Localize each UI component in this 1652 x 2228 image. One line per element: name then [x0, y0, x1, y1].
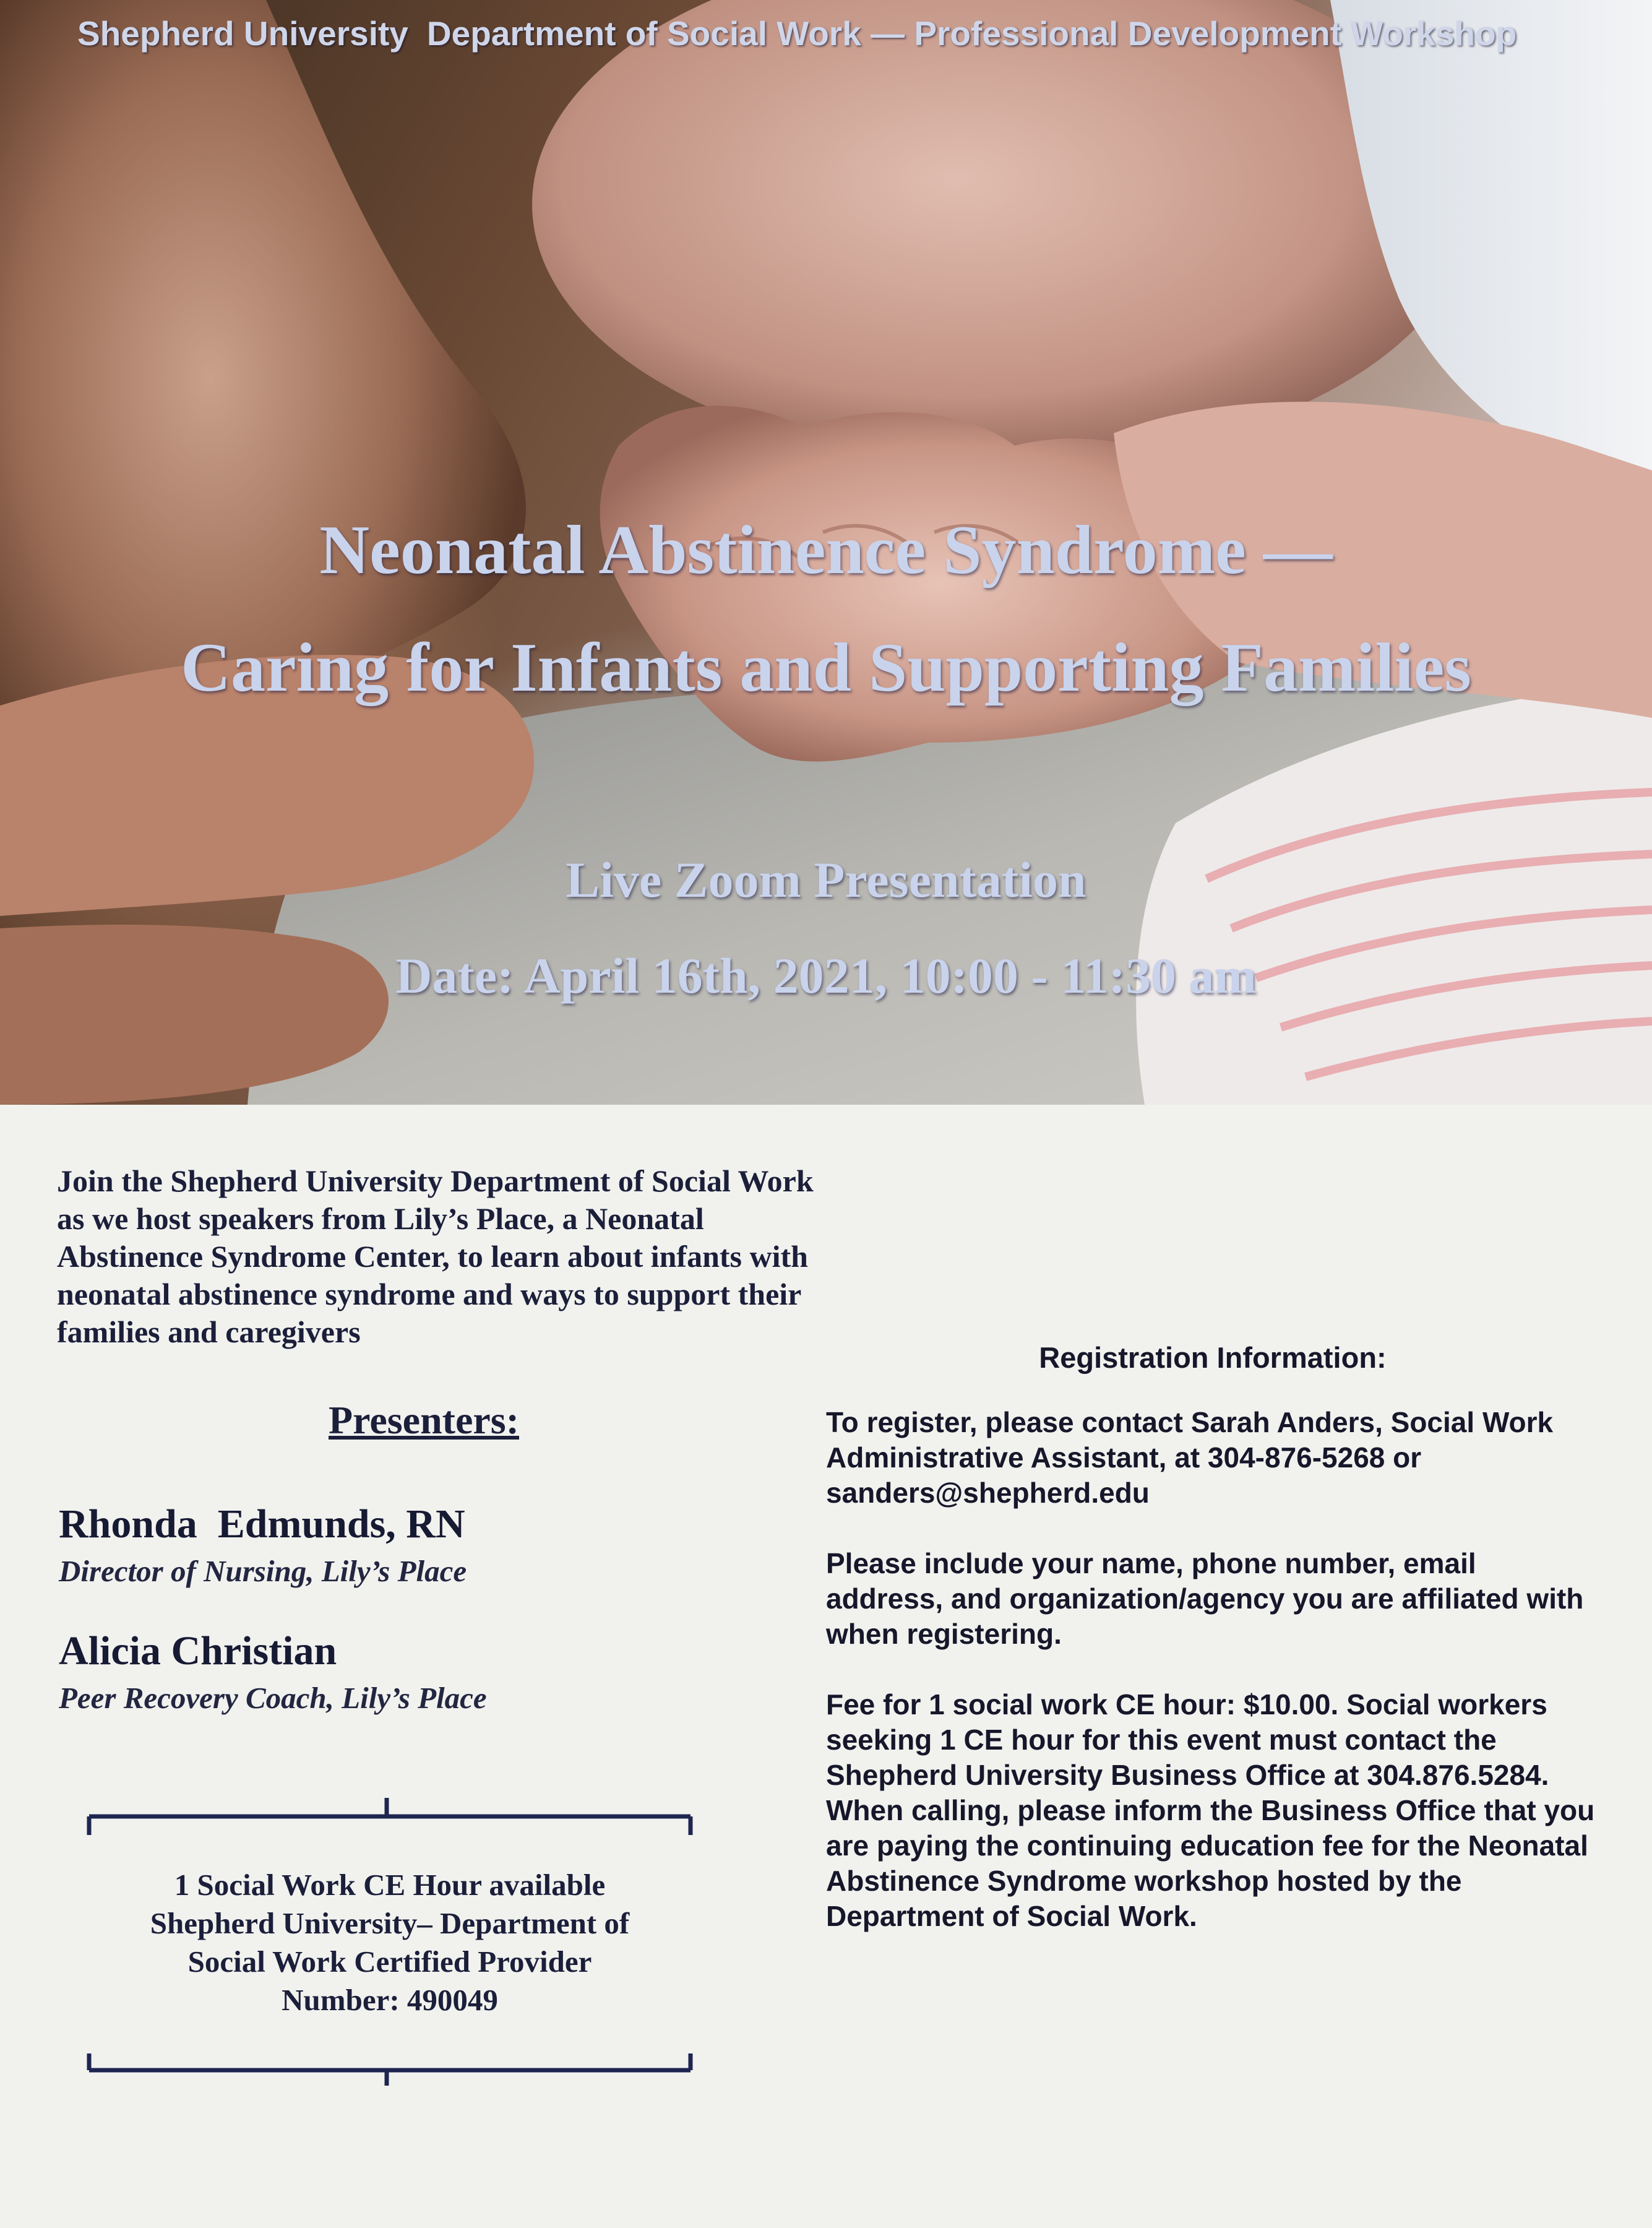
registration-section — [826, 1340, 1599, 1969]
ce-line-2: Shepherd University– Department of — [150, 1906, 630, 1940]
hero-photo — [0, 0, 1652, 1105]
registration-contact: To register, please contact Sarah Anders, Social Work Administrative Assistant, at 304-876-5268 or sanders@shepherd.edu — [826, 1406, 1554, 1509]
banner-university: Shepherd University — [77, 14, 408, 53]
presenter-1-role: Director of Nursing, Lily’s Place — [59, 1554, 467, 1588]
presenters-heading: Presenters: — [329, 1398, 519, 1442]
top-banner — [77, 14, 1516, 53]
intro-paragraph: Join the Shepherd University Department of Social Work as we host speakers from Lily’s Place, a Neonatal Abstinence Syndrome Center, to learn about infants with neonatal abstinence syndrome and ways to support their families and caregivers — [57, 1164, 814, 1349]
banner-program: Department of Social Work — Professional Development Workshop — [426, 14, 1517, 53]
event-date: Date: April 16th, 2021, 10:00 - 11:30 am — [395, 948, 1257, 1004]
presenter-2-role: Peer Recovery Coach, Lily’s Place — [59, 1681, 487, 1715]
ce-credit-text — [87, 1866, 693, 2019]
event-format: Live Zoom Presentation — [566, 852, 1086, 908]
title-line-1: Neonatal Abstinence Syndrome — — [319, 512, 1333, 589]
ce-line-4: Number: 490049 — [282, 1983, 498, 2017]
ce-credit-box — [87, 1795, 693, 2086]
presenter-2-name: Alicia Christian — [59, 1628, 337, 1673]
registration-heading: Registration Information: — [1039, 1341, 1387, 1374]
registration-instructions: Please include your name, phone number, email address, and organization/agency you are affiliated with when registering. — [826, 1547, 1584, 1650]
ce-line-3: Social Work Certified Provider — [187, 1945, 592, 1979]
registration-fee: Fee for 1 social work CE hour: $10.00. Social workers seeking 1 CE hour for this event must contact the Shepherd University Business Office at 304.876.5284. When calling, please inform the Business Office that you are paying the continuing education fee for the Neonatal Abstinence Syndrome workshop hosted by the Department of Social Work. — [826, 1688, 1595, 1932]
ce-line-1: 1 Social Work CE Hour available — [174, 1868, 606, 1902]
title-line-2: Caring for Infants and Supporting Families — [181, 629, 1471, 706]
presenter-1-name: Rhonda Edmunds, RN — [59, 1501, 465, 1547]
